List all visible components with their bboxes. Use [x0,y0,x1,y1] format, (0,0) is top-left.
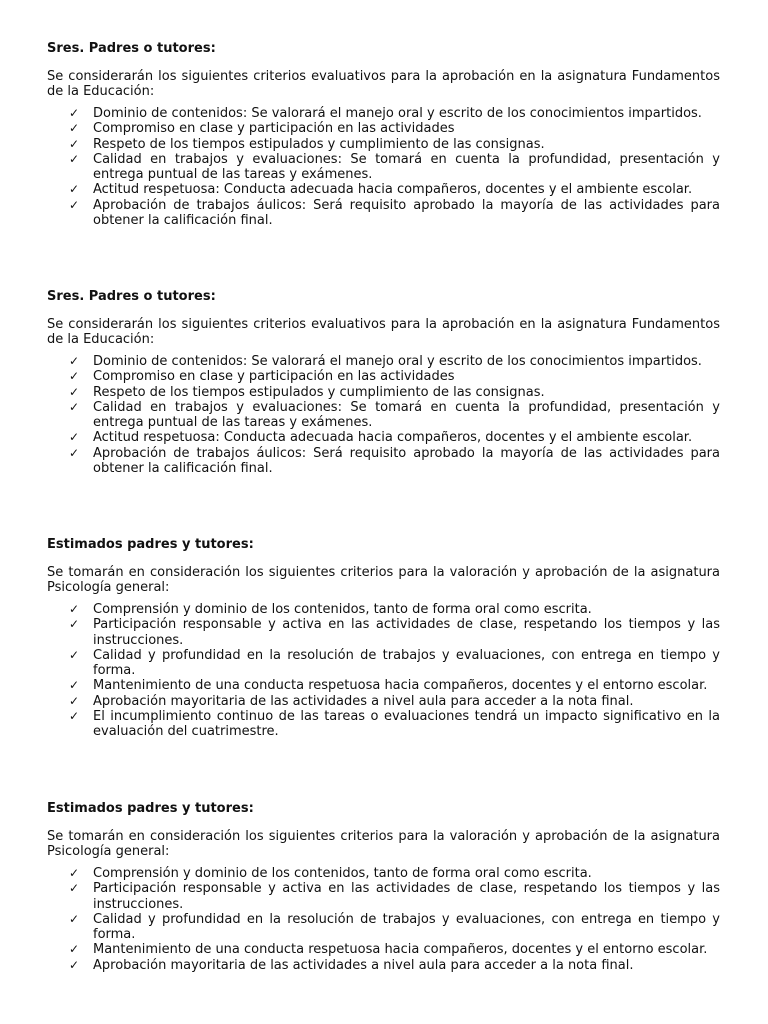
section-heading: Estimados padres y tutores: [47,801,254,816]
checkmark-icon: ✓ [69,354,80,368]
criteria-item [47,958,720,973]
criteria-list [47,866,720,973]
criteria-item [47,400,720,431]
checkmark-icon: ✓ [69,445,80,460]
criteria-item [47,182,720,197]
notice-section-1 [47,41,720,228]
criteria-text: Mantenimiento de una conducta respetuosa hacia compañeros, docentes y el entorno escolar. [93,942,708,958]
checkmark-icon: ✓ [69,617,80,632]
criteria-text: Participación responsable y activa en las actividades de clase, respetando los tiempos y las instrucciones. [93,881,720,912]
criteria-item [47,430,720,445]
criteria-item [47,198,720,229]
criteria-text: Comprensión y dominio de los contenidos, tanto de forma oral como escrita. [93,602,592,617]
criteria-text: Compromiso en clase y participación en las actividades [93,121,455,137]
criteria-text: Aprobación de trabajos áulicos: Será requisito aprobado la mayoría de las actividades para obtener la calificación final. [93,445,720,477]
criteria-text: Calidad y profundidad en la resolución de trabajos y evaluaciones, con entrega en tiempo y forma. [93,647,720,679]
criteria-item [47,121,720,136]
checkmark-icon: ✓ [69,136,80,151]
checkmark-icon: ✓ [69,384,80,399]
checkmark-icon: ✓ [69,678,80,693]
checkmark-icon: ✓ [69,911,80,926]
section-heading: Estimados padres y tutores: [47,537,254,552]
checkmark-icon: ✓ [69,693,80,708]
criteria-text: Actitud respetuosa: Conducta adecuada hacia compañeros, docentes y el ambiente escolar. [93,430,693,446]
checkmark-icon: ✓ [69,106,80,120]
checkmark-icon: ✓ [69,866,80,880]
criteria-item [47,369,720,384]
criteria-item [47,648,720,679]
criteria-text: Calidad y profundidad en la resolución de trabajos y evaluaciones, con entrega en tiempo y forma. [93,911,720,943]
criteria-item [47,137,720,152]
notice-section-4 [47,801,720,973]
checkmark-icon: ✓ [69,709,80,724]
checkmark-icon: ✓ [69,881,80,896]
criteria-item [47,881,720,912]
section-heading: Sres. Padres o tutores: [47,289,216,304]
criteria-text: Actitud respetuosa: Conducta adecuada hacia compañeros, docentes y el ambiente escolar. [93,182,693,198]
criteria-item [47,602,720,617]
checkmark-icon: ✓ [69,151,80,166]
criteria-text: Compromiso en clase y participación en las actividades [93,369,455,385]
checkmark-icon: ✓ [69,942,80,957]
criteria-text: Aprobación mayoritaria de las actividades a nivel aula para acceder a la nota final. [93,693,634,709]
section-heading: Sres. Padres o tutores: [47,41,216,56]
criteria-item [47,709,720,740]
section-intro: Se considerarán los siguientes criterios evaluativos para la aprobación en la asignatura Fundamentos de la Educación: [47,317,720,347]
checkmark-icon: ✓ [69,121,80,136]
criteria-text: El incumplimiento continuo de las tareas o evaluaciones tendrá un impacto significativo en la evaluación del cuatrimestre. [93,709,720,740]
criteria-list [47,354,720,476]
section-intro: Se tomarán en consideración los siguientes criterios para la valoración y aprobación de la asignatura Psicología general: [47,829,720,859]
criteria-item [47,694,720,709]
criteria-text: Dominio de contenidos: Se valorará el manejo oral y escrito de los conocimientos impartidos. [93,354,702,369]
checkmark-icon: ✓ [69,647,80,662]
criteria-text: Dominio de contenidos: Se valorará el manejo oral y escrito de los conocimientos impartidos. [93,106,702,121]
criteria-item [47,106,720,121]
criteria-item [47,678,720,693]
criteria-text: Aprobación de trabajos áulicos: Será requisito aprobado la mayoría de las actividades para obtener la calificación final. [93,197,720,229]
checkmark-icon: ✓ [69,369,80,384]
criteria-item [47,152,720,183]
checkmark-icon: ✓ [69,399,80,414]
criteria-item [47,354,720,369]
criteria-list [47,106,720,228]
checkmark-icon: ✓ [69,182,80,197]
notice-section-2 [47,289,720,476]
criteria-text: Aprobación mayoritaria de las actividades a nivel aula para acceder a la nota final. [93,957,634,973]
section-intro: Se tomarán en consideración los siguientes criterios para la valoración y aprobación de la asignatura Psicología general: [47,565,720,595]
section-intro: Se considerarán los siguientes criterios evaluativos para la aprobación en la asignatura Fundamentos de la Educación: [47,69,720,99]
criteria-text: Respeto de los tiempos estipulados y cumplimiento de las consignas. [93,384,545,400]
notice-section-3 [47,537,720,740]
criteria-text: Participación responsable y activa en las actividades de clase, respetando los tiempos y las instrucciones. [93,617,720,648]
checkmark-icon: ✓ [69,430,80,445]
criteria-text: Respeto de los tiempos estipulados y cumplimiento de las consignas. [93,136,545,152]
criteria-text: Calidad en trabajos y evaluaciones: Se tomará en cuenta la profundidad, presentación y entrega puntual de las tareas y exámenes. [93,399,720,431]
criteria-item [47,617,720,648]
checkmark-icon: ✓ [69,602,80,616]
checkmark-icon: ✓ [69,957,80,972]
criteria-text: Calidad en trabajos y evaluaciones: Se tomará en cuenta la profundidad, presentación y entrega puntual de las tareas y exámenes. [93,151,720,183]
criteria-item [47,385,720,400]
criteria-item [47,912,720,943]
criteria-text: Mantenimiento de una conducta respetuosa hacia compañeros, docentes y el entorno escolar. [93,678,708,694]
criteria-text: Comprensión y dominio de los contenidos, tanto de forma oral como escrita. [93,866,592,881]
criteria-item [47,446,720,477]
criteria-item [47,866,720,881]
criteria-list [47,602,720,740]
checkmark-icon: ✓ [69,197,80,212]
criteria-item [47,942,720,957]
